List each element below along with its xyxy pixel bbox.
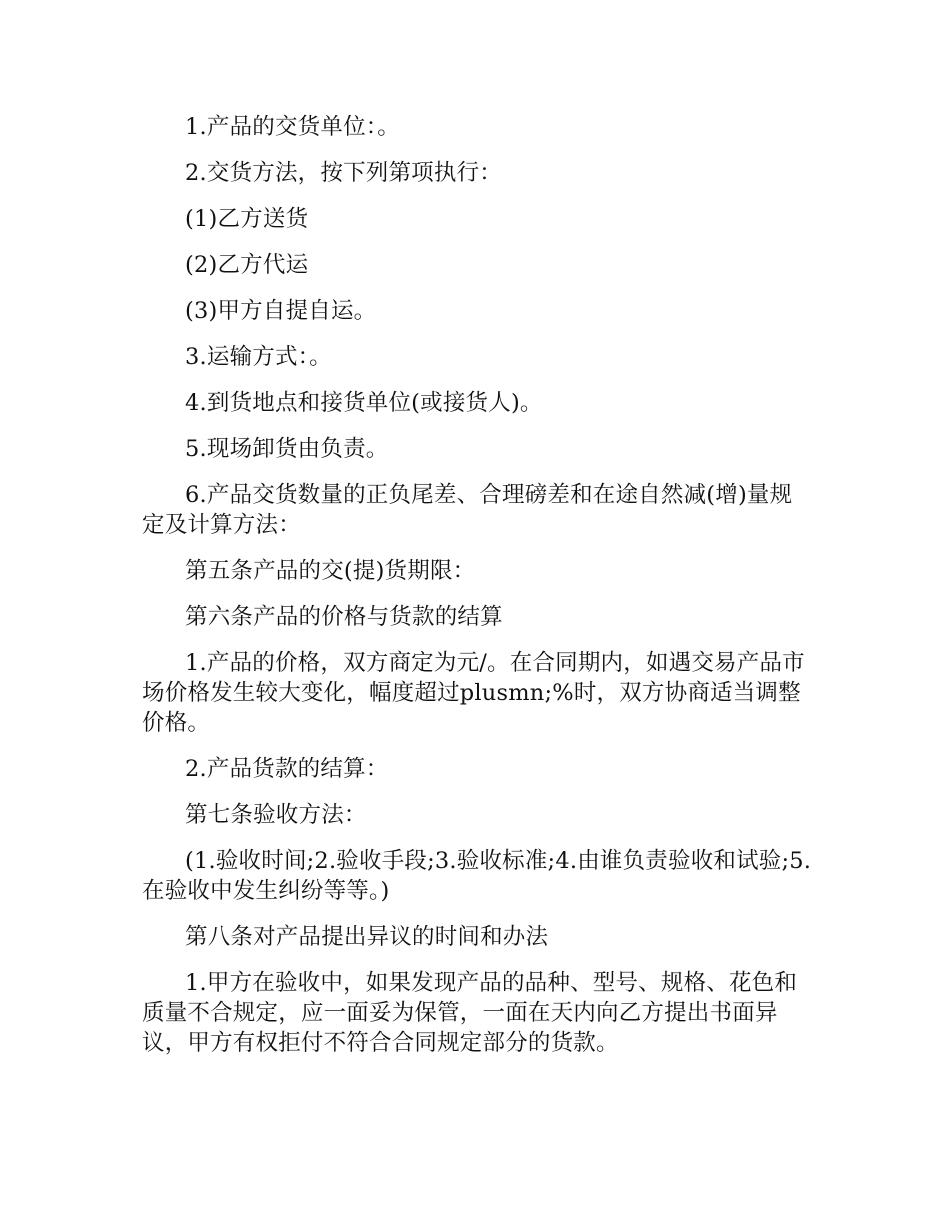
paragraph-quantity-tolerance: 6.产品交货数量的正负尾差、合理磅差和在途自然减(增)量规定及计算方法： (142, 482, 793, 538)
paragraph-unloading: 5.现场卸货由负责。 (185, 436, 389, 462)
paragraph-option-2: (2)乙方代运 (185, 252, 309, 278)
paragraph-inspection-items: (1.验收时间;2.验收手段;3.验收标准;4.由谁负责验收和试验;5.在验收中发生纠纷等等。) (142, 848, 812, 904)
article-8-heading: 第八条对产品提出异议的时间和办法 (185, 924, 549, 950)
article-5-heading: 第五条产品的交(提)货期限： (185, 558, 476, 584)
document-body (142, 112, 812, 1074)
paragraph-delivery-unit: 1.产品的交货单位：。 (185, 114, 400, 140)
article-6-heading: 第六条产品的价格与货款的结算 (185, 604, 503, 630)
article-7-heading: 第七条验收方法： (185, 802, 367, 828)
paragraph-delivery-method: 2.交货方法，按下列第项执行： (185, 160, 502, 186)
paragraph-transport-mode: 3.运输方式：。 (185, 344, 332, 370)
paragraph-option-1: (1)乙方送货 (185, 206, 309, 232)
paragraph-payment-settlement: 2.产品货款的结算： (185, 756, 389, 782)
paragraph-objection-procedure: 1.甲方在验收中，如果发现产品的品种、型号、规格、花色和质量不合规定，应一面妥为保管，一面在天内向乙方提出书面异议，甲方有权拒付不符合合同规定部分的货款。 (142, 970, 798, 1056)
paragraph-option-3: (3)甲方自提自运。 (185, 298, 377, 324)
paragraph-product-price: 1.产品的价格，双方商定为元/。在合同期内，如遇交易产品市场价格发生较大变化，幅度超过plusmn;%时，双方协商适当调整价格。 (142, 650, 805, 736)
paragraph-arrival-location: 4.到货地点和接货单位(或接货人)。 (185, 390, 543, 416)
